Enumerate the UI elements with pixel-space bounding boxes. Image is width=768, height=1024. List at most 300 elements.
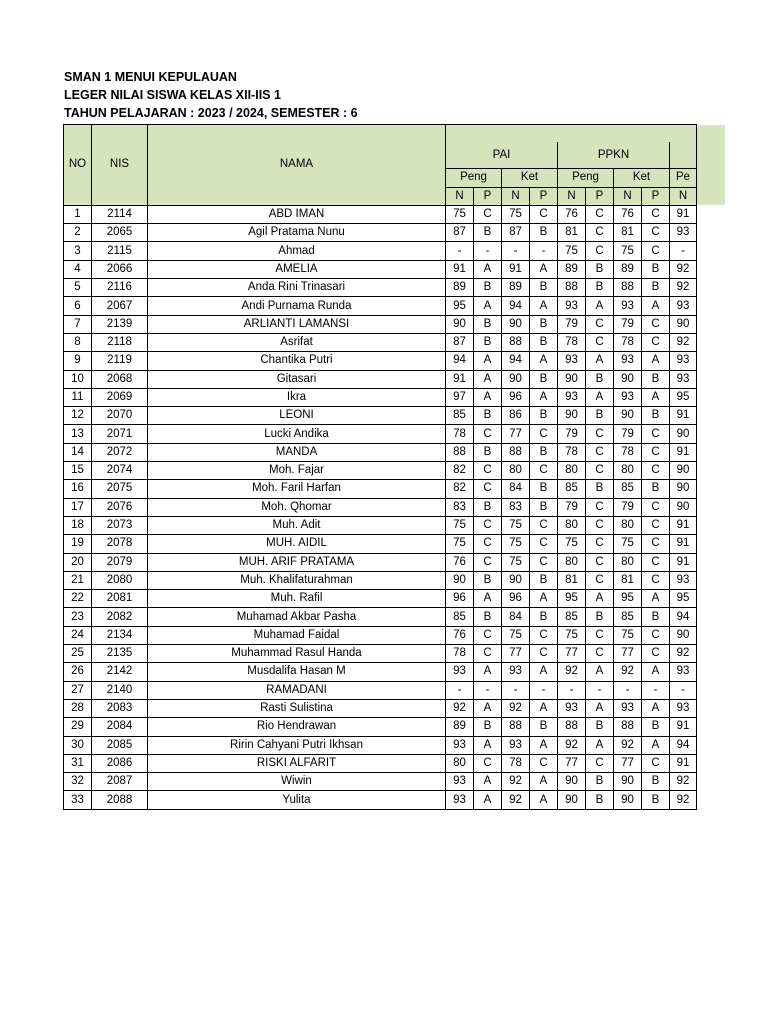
cell-ppkn-peng-p: - bbox=[586, 681, 614, 699]
cell-nama: Muh. Khalifaturahman bbox=[148, 571, 446, 589]
cell-ppkn-ket-p: B bbox=[642, 407, 670, 425]
cell-nis: 2082 bbox=[92, 608, 148, 626]
cell-ppkn-ket-n: - bbox=[614, 681, 642, 699]
cell-ppkn-ket-n: 93 bbox=[614, 388, 642, 406]
cell-pai-peng-p: C bbox=[474, 535, 502, 553]
cell-no: 2 bbox=[64, 224, 92, 242]
cell-pai-ket-n: 93 bbox=[502, 736, 530, 754]
subject-header-next bbox=[670, 142, 697, 169]
cell-ppkn-peng-n: 89 bbox=[558, 260, 586, 278]
cell-ppkn-ket-p: C bbox=[642, 754, 670, 772]
cell-pai-ket-p: C bbox=[530, 626, 558, 644]
cell-ppkn-peng-p: C bbox=[586, 754, 614, 772]
cell-ppkn-ket-p: A bbox=[642, 699, 670, 717]
cell-pai-ket-n: 78 bbox=[502, 754, 530, 772]
cell-ppkn-peng-n: 90 bbox=[558, 407, 586, 425]
cell-ppkn-peng-p: A bbox=[586, 297, 614, 315]
cell-ppkn-ket-n: 89 bbox=[614, 260, 642, 278]
cell-pai-ket-n: 87 bbox=[502, 224, 530, 242]
cell-nama: ARLIANTI LAMANSI bbox=[148, 315, 446, 333]
cell-next-peng-n: 92 bbox=[670, 773, 697, 791]
cell-no: 21 bbox=[64, 571, 92, 589]
cell-pai-ket-p: C bbox=[530, 535, 558, 553]
cell-ppkn-ket-n: 78 bbox=[614, 333, 642, 351]
cell-pai-peng-p: C bbox=[474, 553, 502, 571]
cell-ppkn-peng-p: C bbox=[586, 224, 614, 242]
cell-ppkn-ket-p: C bbox=[642, 242, 670, 260]
cell-ppkn-ket-n: 90 bbox=[614, 407, 642, 425]
cell-next-peng-n: 92 bbox=[670, 260, 697, 278]
cell-no: 31 bbox=[64, 754, 92, 772]
cell-pai-ket-p: B bbox=[530, 571, 558, 589]
cell-next-peng-n: 92 bbox=[670, 279, 697, 297]
cell-nis: 2080 bbox=[92, 571, 148, 589]
cell-pai-peng-p: A bbox=[474, 699, 502, 717]
cell-nama: RISKI ALFARIT bbox=[148, 754, 446, 772]
cell-pai-peng-n: 89 bbox=[446, 279, 474, 297]
cell-ppkn-peng-p: A bbox=[586, 736, 614, 754]
cell-no: 16 bbox=[64, 480, 92, 498]
cell-ppkn-peng-p: C bbox=[586, 626, 614, 644]
cell-ppkn-ket-n: 88 bbox=[614, 718, 642, 736]
cell-pai-ket-p: C bbox=[530, 462, 558, 480]
cell-ppkn-peng-p: C bbox=[586, 535, 614, 553]
cell-pai-peng-p: A bbox=[474, 388, 502, 406]
cell-pai-peng-n: 95 bbox=[446, 297, 474, 315]
document-header bbox=[64, 68, 358, 122]
cell-ppkn-ket-p: B bbox=[642, 773, 670, 791]
cell-ppkn-peng-p: C bbox=[586, 242, 614, 260]
cell-ppkn-peng-p: A bbox=[586, 699, 614, 717]
table-row bbox=[64, 498, 697, 516]
cell-next-peng-n: 91 bbox=[670, 535, 697, 553]
cell-pai-peng-p: C bbox=[474, 480, 502, 498]
cell-ppkn-peng-p: C bbox=[586, 498, 614, 516]
cell-pai-peng-p: - bbox=[474, 681, 502, 699]
cell-ppkn-ket-n: 85 bbox=[614, 608, 642, 626]
table-row bbox=[64, 333, 697, 351]
cell-nis: 2086 bbox=[92, 754, 148, 772]
cell-ppkn-peng-n: 93 bbox=[558, 297, 586, 315]
cell-no: 3 bbox=[64, 242, 92, 260]
cell-pai-peng-n: 93 bbox=[446, 773, 474, 791]
cell-pai-peng-p: B bbox=[474, 571, 502, 589]
cell-next-peng-n: 93 bbox=[670, 663, 697, 681]
cell-ppkn-ket-p: C bbox=[642, 535, 670, 553]
cell-pai-ket-p: B bbox=[530, 443, 558, 461]
cell-ppkn-peng-n: 95 bbox=[558, 590, 586, 608]
cell-ppkn-peng-p: C bbox=[586, 553, 614, 571]
cell-pai-peng-p: A bbox=[474, 370, 502, 388]
cell-pai-peng-n: 75 bbox=[446, 205, 474, 223]
cell-nis: 2115 bbox=[92, 242, 148, 260]
cell-pai-peng-n: 83 bbox=[446, 498, 474, 516]
cell-ppkn-ket-p: A bbox=[642, 297, 670, 315]
table-header bbox=[64, 125, 697, 206]
cell-pai-ket-n: 94 bbox=[502, 352, 530, 370]
cell-ppkn-peng-p: B bbox=[586, 279, 614, 297]
cell-pai-ket-n: - bbox=[502, 681, 530, 699]
subcol-header-p: P bbox=[530, 187, 558, 205]
cell-pai-peng-p: C bbox=[474, 626, 502, 644]
cell-ppkn-ket-p: C bbox=[642, 224, 670, 242]
cell-nis: 2142 bbox=[92, 663, 148, 681]
cell-pai-ket-p: B bbox=[530, 498, 558, 516]
cell-ppkn-ket-p: C bbox=[642, 553, 670, 571]
cell-next-peng-n: 94 bbox=[670, 736, 697, 754]
cell-next-peng-n: 90 bbox=[670, 626, 697, 644]
cell-nama: Rasti Sulistina bbox=[148, 699, 446, 717]
cell-ppkn-ket-p: C bbox=[642, 516, 670, 534]
cell-pai-ket-p: C bbox=[530, 516, 558, 534]
cell-ppkn-ket-n: 95 bbox=[614, 590, 642, 608]
cell-pai-peng-p: B bbox=[474, 498, 502, 516]
cell-nama: Rio Hendrawan bbox=[148, 718, 446, 736]
cell-pai-ket-p: C bbox=[530, 645, 558, 663]
cell-pai-peng-p: C bbox=[474, 645, 502, 663]
cell-ppkn-peng-n: 80 bbox=[558, 516, 586, 534]
cell-pai-ket-p: A bbox=[530, 388, 558, 406]
cell-pai-peng-n: 92 bbox=[446, 699, 474, 717]
cell-pai-peng-n: 87 bbox=[446, 224, 474, 242]
cell-pai-peng-p: A bbox=[474, 791, 502, 809]
cell-ppkn-ket-p: C bbox=[642, 498, 670, 516]
cell-pai-ket-n: 92 bbox=[502, 699, 530, 717]
cell-pai-ket-p: B bbox=[530, 608, 558, 626]
cell-nis: 2067 bbox=[92, 297, 148, 315]
cell-pai-peng-n: 97 bbox=[446, 388, 474, 406]
table-row bbox=[64, 205, 697, 223]
subcol-header-p: P bbox=[474, 187, 502, 205]
cell-pai-peng-p: B bbox=[474, 718, 502, 736]
cell-next-peng-n: 91 bbox=[670, 516, 697, 534]
cell-pai-ket-p: C bbox=[530, 425, 558, 443]
cell-next-peng-n: 90 bbox=[670, 315, 697, 333]
cell-pai-ket-p: A bbox=[530, 699, 558, 717]
cell-nis: 2114 bbox=[92, 205, 148, 223]
cell-pai-ket-n: 80 bbox=[502, 462, 530, 480]
cell-ppkn-ket-p: B bbox=[642, 718, 670, 736]
cell-ppkn-peng-n: 80 bbox=[558, 553, 586, 571]
cell-pai-peng-p: B bbox=[474, 224, 502, 242]
cell-no: 6 bbox=[64, 297, 92, 315]
table-row bbox=[64, 681, 697, 699]
cell-pai-ket-n: 84 bbox=[502, 608, 530, 626]
table-row bbox=[64, 645, 697, 663]
cell-nis: 2078 bbox=[92, 535, 148, 553]
cell-no: 28 bbox=[64, 699, 92, 717]
cell-ppkn-peng-n: 93 bbox=[558, 699, 586, 717]
table-row bbox=[64, 224, 697, 242]
table-row bbox=[64, 608, 697, 626]
cell-pai-ket-p: A bbox=[530, 791, 558, 809]
cell-ppkn-ket-p: C bbox=[642, 462, 670, 480]
cell-ppkn-peng-n: 90 bbox=[558, 791, 586, 809]
cell-next-peng-n: 90 bbox=[670, 462, 697, 480]
cell-pai-peng-n: 96 bbox=[446, 590, 474, 608]
cell-ppkn-peng-n: 90 bbox=[558, 370, 586, 388]
cell-pai-ket-p: B bbox=[530, 480, 558, 498]
subcol-header-p: P bbox=[586, 187, 614, 205]
cell-pai-peng-p: B bbox=[474, 407, 502, 425]
cell-next-peng-n: 91 bbox=[670, 407, 697, 425]
cell-ppkn-ket-n: 85 bbox=[614, 480, 642, 498]
cell-ppkn-ket-n: 77 bbox=[614, 754, 642, 772]
cell-pai-peng-p: A bbox=[474, 352, 502, 370]
cell-next-peng-n: - bbox=[670, 242, 697, 260]
cell-pai-ket-n: 88 bbox=[502, 333, 530, 351]
cell-pai-ket-p: A bbox=[530, 663, 558, 681]
cell-pai-ket-p: B bbox=[530, 370, 558, 388]
cell-ppkn-ket-n: 90 bbox=[614, 773, 642, 791]
cell-nis: 2083 bbox=[92, 699, 148, 717]
subcol-header-n: N bbox=[558, 187, 586, 205]
cell-pai-peng-p: A bbox=[474, 590, 502, 608]
cell-ppkn-ket-n: 90 bbox=[614, 370, 642, 388]
cell-ppkn-ket-p: C bbox=[642, 205, 670, 223]
cell-nama: Ririn Cahyani Putri Ikhsan bbox=[148, 736, 446, 754]
cell-nama: Lucki Andika bbox=[148, 425, 446, 443]
cell-next-peng-n: 91 bbox=[670, 754, 697, 772]
cell-pai-ket-n: 86 bbox=[502, 407, 530, 425]
cell-nama: RAMADANI bbox=[148, 681, 446, 699]
cell-pai-ket-p: A bbox=[530, 260, 558, 278]
table-row bbox=[64, 370, 697, 388]
cell-nis: 2140 bbox=[92, 681, 148, 699]
cell-nama: Gitasari bbox=[148, 370, 446, 388]
cell-ppkn-ket-p: B bbox=[642, 279, 670, 297]
cell-pai-ket-p: C bbox=[530, 553, 558, 571]
cell-pai-peng-n: 91 bbox=[446, 370, 474, 388]
cell-pai-ket-p: C bbox=[530, 754, 558, 772]
cell-nis: 2084 bbox=[92, 718, 148, 736]
cell-pai-ket-n: 75 bbox=[502, 205, 530, 223]
cell-next-peng-n: 91 bbox=[670, 205, 697, 223]
cell-next-peng-n: 92 bbox=[670, 791, 697, 809]
column-header-nis: NIS bbox=[92, 125, 148, 206]
cell-nama: Moh. Qhomar bbox=[148, 498, 446, 516]
cell-no: 15 bbox=[64, 462, 92, 480]
cell-nis: 2070 bbox=[92, 407, 148, 425]
cell-no: 10 bbox=[64, 370, 92, 388]
cell-pai-ket-p: B bbox=[530, 315, 558, 333]
subcol-header-p: P bbox=[642, 187, 670, 205]
cell-pai-ket-p: A bbox=[530, 297, 558, 315]
subject-header-ppkn: PPKN bbox=[558, 142, 670, 169]
cell-ppkn-peng-p: C bbox=[586, 645, 614, 663]
table-row bbox=[64, 443, 697, 461]
cell-no: 24 bbox=[64, 626, 92, 644]
cell-ppkn-peng-p: C bbox=[586, 462, 614, 480]
cell-pai-ket-n: 75 bbox=[502, 516, 530, 534]
subject-header-pai: PAI bbox=[446, 142, 558, 169]
cell-ppkn-peng-p: A bbox=[586, 388, 614, 406]
cell-no: 30 bbox=[64, 736, 92, 754]
cell-pai-peng-n: 87 bbox=[446, 333, 474, 351]
cell-pai-peng-n: 88 bbox=[446, 443, 474, 461]
table-row bbox=[64, 480, 697, 498]
cell-pai-ket-p: B bbox=[530, 279, 558, 297]
cell-ppkn-ket-n: 80 bbox=[614, 553, 642, 571]
cell-nama: Musdalifa Hasan M bbox=[148, 663, 446, 681]
cell-next-peng-n: 95 bbox=[670, 590, 697, 608]
cell-pai-peng-n: 80 bbox=[446, 754, 474, 772]
cell-pai-ket-p: B bbox=[530, 333, 558, 351]
cell-pai-peng-n: 76 bbox=[446, 626, 474, 644]
cell-ppkn-peng-p: A bbox=[586, 590, 614, 608]
cell-pai-ket-n: 75 bbox=[502, 553, 530, 571]
cell-nis: 2116 bbox=[92, 279, 148, 297]
cell-nis: 2066 bbox=[92, 260, 148, 278]
cell-next-peng-n: 91 bbox=[670, 553, 697, 571]
cell-next-peng-n: 93 bbox=[670, 699, 697, 717]
cell-ppkn-peng-n: 75 bbox=[558, 626, 586, 644]
cell-no: 12 bbox=[64, 407, 92, 425]
cell-next-peng-n: 92 bbox=[670, 333, 697, 351]
cell-ppkn-peng-p: B bbox=[586, 773, 614, 791]
cell-ppkn-ket-n: 80 bbox=[614, 516, 642, 534]
cell-next-peng-n: 91 bbox=[670, 718, 697, 736]
cell-nis: 2068 bbox=[92, 370, 148, 388]
table-row bbox=[64, 279, 697, 297]
cell-pai-peng-n: 89 bbox=[446, 718, 474, 736]
cell-nis: 2074 bbox=[92, 462, 148, 480]
table-row bbox=[64, 773, 697, 791]
academic-year: TAHUN PELAJARAN : 2023 / 2024, SEMESTER : 6 bbox=[64, 106, 358, 120]
cell-nis: 2118 bbox=[92, 333, 148, 351]
cell-pai-ket-n: 96 bbox=[502, 388, 530, 406]
cell-nis: 2075 bbox=[92, 480, 148, 498]
cell-pai-peng-n: 85 bbox=[446, 608, 474, 626]
cell-ppkn-ket-n: 92 bbox=[614, 663, 642, 681]
cell-pai-peng-n: - bbox=[446, 242, 474, 260]
cell-nis: 2072 bbox=[92, 443, 148, 461]
cell-pai-peng-n: 93 bbox=[446, 791, 474, 809]
cell-ppkn-peng-p: B bbox=[586, 718, 614, 736]
cell-ppkn-peng-n: 81 bbox=[558, 224, 586, 242]
cell-ppkn-ket-p: B bbox=[642, 370, 670, 388]
cell-pai-peng-n: 93 bbox=[446, 736, 474, 754]
table-body bbox=[64, 205, 697, 809]
cell-pai-ket-p: A bbox=[530, 590, 558, 608]
cell-ppkn-ket-n: 88 bbox=[614, 279, 642, 297]
table-row bbox=[64, 535, 697, 553]
cell-ppkn-peng-p: B bbox=[586, 407, 614, 425]
cell-no: 17 bbox=[64, 498, 92, 516]
cell-ppkn-peng-p: B bbox=[586, 480, 614, 498]
cell-pai-ket-p: A bbox=[530, 352, 558, 370]
cell-pai-peng-p: C bbox=[474, 205, 502, 223]
cell-ppkn-peng-n: 79 bbox=[558, 425, 586, 443]
cell-pai-peng-p: C bbox=[474, 425, 502, 443]
cell-pai-ket-n: 90 bbox=[502, 370, 530, 388]
aspect-header-pai-ket: Ket bbox=[502, 169, 558, 187]
table-row bbox=[64, 754, 697, 772]
cell-pai-ket-n: 75 bbox=[502, 626, 530, 644]
table-row bbox=[64, 407, 697, 425]
cell-ppkn-ket-p: C bbox=[642, 645, 670, 663]
cell-ppkn-ket-p: A bbox=[642, 352, 670, 370]
cell-pai-peng-p: B bbox=[474, 333, 502, 351]
cell-ppkn-ket-n: 77 bbox=[614, 645, 642, 663]
cell-no: 33 bbox=[64, 791, 92, 809]
cell-nis: 2073 bbox=[92, 516, 148, 534]
cell-pai-peng-n: 90 bbox=[446, 315, 474, 333]
cell-pai-peng-n: 75 bbox=[446, 535, 474, 553]
table-row bbox=[64, 663, 697, 681]
cell-nama: ABD IMAN bbox=[148, 205, 446, 223]
cell-ppkn-peng-p: C bbox=[586, 205, 614, 223]
cell-pai-ket-p: C bbox=[530, 205, 558, 223]
cell-no: 4 bbox=[64, 260, 92, 278]
cell-no: 8 bbox=[64, 333, 92, 351]
cell-ppkn-ket-n: 90 bbox=[614, 791, 642, 809]
cell-pai-ket-p: B bbox=[530, 224, 558, 242]
cell-ppkn-ket-n: 81 bbox=[614, 224, 642, 242]
cell-nama: Moh. Faril Harfan bbox=[148, 480, 446, 498]
table-row bbox=[64, 516, 697, 534]
cell-ppkn-peng-p: B bbox=[586, 791, 614, 809]
cell-no: 23 bbox=[64, 608, 92, 626]
cell-ppkn-peng-p: C bbox=[586, 425, 614, 443]
cell-nis: 2071 bbox=[92, 425, 148, 443]
cell-pai-peng-p: A bbox=[474, 736, 502, 754]
cell-ppkn-peng-n: 76 bbox=[558, 205, 586, 223]
cell-next-peng-n: 93 bbox=[670, 571, 697, 589]
cell-pai-ket-p: B bbox=[530, 718, 558, 736]
cell-pai-ket-p: B bbox=[530, 407, 558, 425]
cell-ppkn-peng-n: 85 bbox=[558, 608, 586, 626]
cell-nama: LEONI bbox=[148, 407, 446, 425]
cell-pai-ket-n: 90 bbox=[502, 571, 530, 589]
cell-next-peng-n: 90 bbox=[670, 480, 697, 498]
cell-nis: 2065 bbox=[92, 224, 148, 242]
subcol-header-n: N bbox=[614, 187, 642, 205]
cell-no: 7 bbox=[64, 315, 92, 333]
cell-pai-peng-n: 93 bbox=[446, 663, 474, 681]
document-title: LEGER NILAI SISWA KELAS XII-IIS 1 bbox=[64, 88, 281, 102]
table-row bbox=[64, 388, 697, 406]
cell-ppkn-peng-n: 78 bbox=[558, 443, 586, 461]
cell-no: 32 bbox=[64, 773, 92, 791]
cell-pai-ket-n: 77 bbox=[502, 645, 530, 663]
aspect-header-ppkn-ket: Ket bbox=[614, 169, 670, 187]
cell-nama: Chantika Putri bbox=[148, 352, 446, 370]
cell-pai-ket-n: 96 bbox=[502, 590, 530, 608]
cell-ppkn-peng-p: C bbox=[586, 516, 614, 534]
cell-ppkn-peng-n: 75 bbox=[558, 242, 586, 260]
cell-ppkn-peng-n: 79 bbox=[558, 315, 586, 333]
cell-nama: MUH. ARIF PRATAMA bbox=[148, 553, 446, 571]
cell-ppkn-peng-p: A bbox=[586, 663, 614, 681]
cell-nis: 2135 bbox=[92, 645, 148, 663]
cell-ppkn-peng-n: 92 bbox=[558, 663, 586, 681]
cell-no: 18 bbox=[64, 516, 92, 534]
cell-pai-peng-n: - bbox=[446, 681, 474, 699]
table-row bbox=[64, 352, 697, 370]
cell-pai-ket-n: 91 bbox=[502, 260, 530, 278]
cell-ppkn-ket-p: C bbox=[642, 626, 670, 644]
cell-next-peng-n: 94 bbox=[670, 608, 697, 626]
cell-ppkn-ket-n: 93 bbox=[614, 297, 642, 315]
cell-ppkn-ket-p: C bbox=[642, 425, 670, 443]
cell-nama: Ahmad bbox=[148, 242, 446, 260]
cell-pai-peng-p: B bbox=[474, 315, 502, 333]
table-row bbox=[64, 297, 697, 315]
cell-pai-peng-p: C bbox=[474, 516, 502, 534]
cell-ppkn-ket-p: A bbox=[642, 736, 670, 754]
table-row bbox=[64, 626, 697, 644]
